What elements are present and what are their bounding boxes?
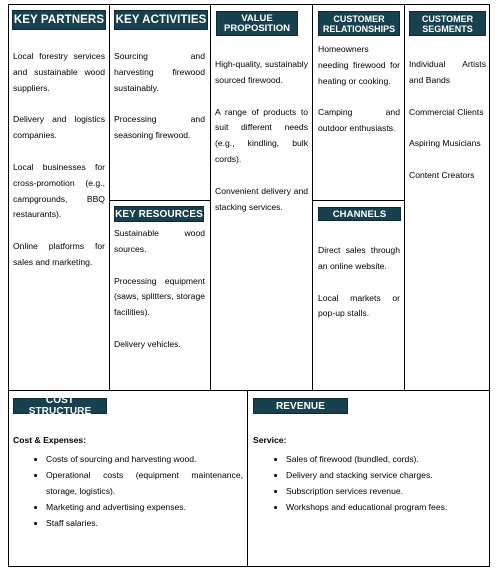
key-resources-item: Delivery vehicles. [114, 338, 181, 349]
cost-structure-item: • Costs of sourcing and harvesting wood. [46, 451, 243, 467]
divider-upper-lower [8, 390, 490, 391]
divider-relationships-channels [312, 200, 405, 201]
value-proposition-text [215, 57, 308, 231]
customer-segments-item: Individual Artists and Bands [409, 59, 486, 85]
outer-border-top [8, 4, 490, 5]
revenue-list [253, 451, 485, 515]
customer-segments-item: Content Creators [409, 170, 475, 181]
key-activities-text [114, 49, 205, 160]
key-partners-item: Delivery and logistics companies. [13, 114, 105, 141]
outer-border-left [8, 4, 9, 567]
key-partners-item: Online platforms for sales and marketing. [13, 241, 105, 267]
customer-relationships-header: CUSTOMER RELATIONSHIPS [318, 11, 400, 36]
customer-segments-item: Aspiring Musicians [409, 138, 481, 149]
customer-relationships-item: Homeowners needing firewood for heating or cooking. [318, 44, 400, 86]
cost-structure-subtitle: Cost & Expenses: [13, 435, 87, 445]
channels-item: Direct sales through an online website. [318, 245, 400, 271]
channels-text [318, 243, 400, 338]
divider-col3 [312, 4, 313, 391]
customer-segments-text [409, 57, 486, 200]
channels-header: CHANNELS [318, 207, 401, 221]
revenue-item: • Delivery and stacking service charges. [286, 467, 485, 483]
revenue-item: • Workshops and educational program fees. [286, 499, 485, 515]
customer-segments-item: Commercial Clients [409, 106, 484, 117]
divider-cost-revenue [247, 390, 248, 567]
cost-structure-item: • Marketing and advertising expenses. [46, 499, 243, 515]
outer-border-right [489, 4, 490, 567]
key-activities-item: Sourcing and harvesting firewood sustainably. [114, 51, 205, 93]
divider-col1 [109, 4, 110, 391]
key-resources-item: Sustainable wood sources. [114, 228, 205, 254]
value-proposition-item: A range of products to suit different needs (e.g., kindling, bulk cords). [215, 106, 308, 164]
customer-segments-header: CUSTOMER SEGMENTS [409, 11, 486, 36]
key-resources-header: KEY RESOURCES [114, 206, 204, 222]
cost-structure-item: • Staff salaries. [46, 515, 243, 531]
key-resources-text [114, 226, 205, 369]
cost-structure-header: COST STRUCTURE [13, 398, 107, 414]
customer-relationships-text [318, 42, 400, 153]
revenue-header: REVENUE [253, 398, 348, 414]
value-proposition-header: VALUE PROPOSITION [216, 11, 298, 36]
cost-structure-text [13, 433, 243, 531]
key-partners-item: Local businesses for cross-promotion (e.g., campgrounds, BBQ restaurants). [13, 161, 105, 220]
key-partners-text [13, 49, 105, 287]
revenue-item: • Sales of firewood (bundled, cords). [286, 451, 485, 467]
outer-border-bottom [8, 566, 490, 567]
divider-col2 [210, 4, 211, 391]
key-resources-item: Processing equipment (saws, splitters, storage facilities). [114, 275, 205, 318]
cost-structure-list [13, 451, 243, 531]
key-partners-item: Local forestry services and sustainable wood suppliers. [13, 51, 105, 93]
value-proposition-item: High-quality, sustainably sourced firewood. [215, 59, 308, 85]
divider-activities-resources [109, 200, 211, 201]
cost-structure-item: • Operational costs (equipment maintenance, storage, logistics). [46, 467, 243, 499]
key-partners-header: KEY PARTNERS [12, 10, 106, 30]
key-activities-item: Processing and seasoning firewood. [114, 114, 205, 141]
channels-item: Local markets or pop-up stalls. [318, 292, 400, 319]
revenue-text [253, 433, 485, 515]
divider-col4 [404, 4, 405, 391]
revenue-item: • Subscription services revenue. [286, 483, 485, 499]
revenue-subtitle: Service: [253, 435, 287, 445]
customer-relationships-item: Camping and outdoor enthusiasts. [318, 107, 400, 134]
key-activities-header: KEY ACTIVITIES [114, 10, 208, 30]
value-proposition-item: Convenient delivery and stacking services. [215, 185, 308, 212]
